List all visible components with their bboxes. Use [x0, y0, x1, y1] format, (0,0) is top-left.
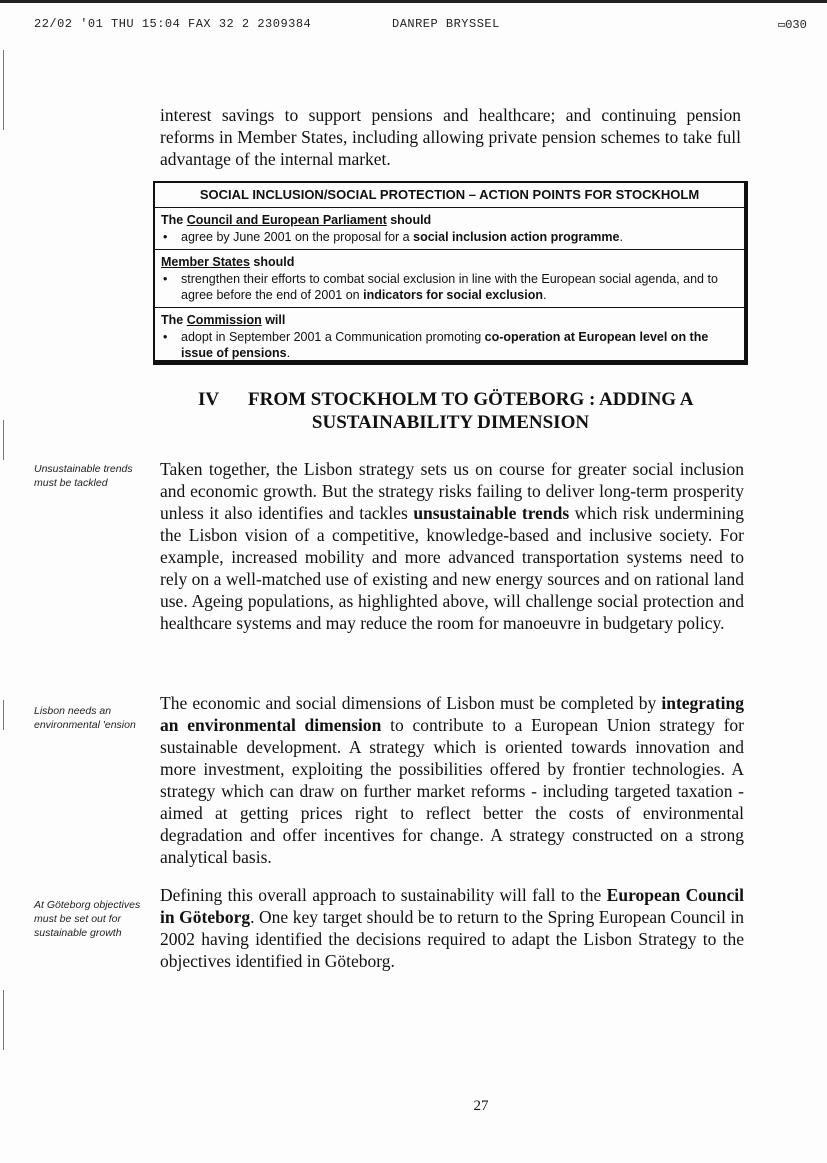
action-points-box	[153, 181, 748, 365]
fax-transmission-line: 22/02 '01 THU 15:04 FAX 32 2 2309384	[34, 17, 312, 31]
action-group-head: The Commission will	[161, 313, 286, 327]
action-item: • strengthen their efforts to combat social exclusion in line with the European social agenda, and to agree before the end of 2001 on indicators for social exclusion.	[163, 272, 718, 302]
section-title-line2: SUSTAINABILITY DIMENSION	[311, 412, 590, 433]
box-divider	[155, 249, 744, 250]
action-group-head: Member States should	[161, 255, 295, 269]
page-number: 27	[473, 1098, 489, 1114]
action-box-title: SOCIAL INCLUSION/SOCIAL PROTECTION – ACTION POINTS FOR STOCKHOLM	[155, 187, 744, 208]
fax-sender: DANREP BRYSSEL	[392, 17, 500, 31]
action-group-head: The Council and European Parliament should	[161, 213, 432, 227]
fax-header	[0, 0, 827, 34]
scan-edge-line	[3, 700, 4, 730]
margin-note: At Göteborg objectives must be set out for sustainable growth	[34, 899, 141, 939]
box-divider	[155, 307, 744, 308]
body-paragraph: Taken together, the Lisbon strategy sets us on course for greater social inclusion and economic growth. But the strategy risks failing to deliver long-term prosperity unless it also identifies and tackles unsustainable trends which risk undermining the Lisbon vision of a competitive, knowledge-based and inclusive society. For example, increased mobility and more advanced transportation systems need to rely on a well-matched use of existing and new energy sources and on rational land use. Ageing populations, as highlighted above, will challenge social protection and healthcare systems and may reduce the room for manoeuvre in budgetary policy.	[160, 459, 744, 633]
body-paragraph: The economic and social dimensions of Lisbon must be completed by integrating an environmental dimension to contribute to a European Union strategy for sustainable development. A strategy which is oriented towards innovation and more investment, exploiting the possibilities offered by frontier technologies. A strategy which can draw on further market reforms - including targeted taxation - aimed at getting prices right to reflect better the costs of environmental degradation and offer incentives for change. A strategy constructed on a strong analytical basis.	[160, 693, 744, 867]
action-item: • agree by June 2001 on the proposal for a social inclusion action programme.	[163, 230, 623, 244]
margin-note: Unsustainable trends must be tackled	[34, 463, 133, 489]
section-title-line1: FROM STOCKHOLM TO GÖTEBORG : ADDING A	[248, 389, 694, 410]
fax-page-counter: ▭030	[778, 18, 807, 32]
action-item: • adopt in September 2001 a Communication promoting co-operation at European level on the issue of pensions.	[163, 330, 709, 360]
bullet-icon: •	[163, 272, 168, 286]
section-number: IV	[198, 389, 220, 410]
body-paragraph: Defining this overall approach to sustainability will fall to the European Council in Göteborg. One key target should be to return to the Spring European Council in 2002 having identified the decisions required to adapt the Lisbon Strategy to the objectives identified in Göteborg.	[160, 885, 745, 971]
bullet-icon: •	[163, 230, 168, 244]
scan-edge-line	[3, 420, 4, 460]
intro-paragraph: interest savings to support pensions and healthcare; and continuing pension reforms in Member States, including allowing private pension schemes to take full advantage of the internal market.	[160, 105, 741, 169]
margin-note: Lisbon needs an environmental 'ension	[34, 705, 136, 731]
scan-edge-line	[3, 50, 4, 130]
bullet-icon: •	[163, 330, 168, 344]
scan-edge-line	[3, 990, 4, 1050]
